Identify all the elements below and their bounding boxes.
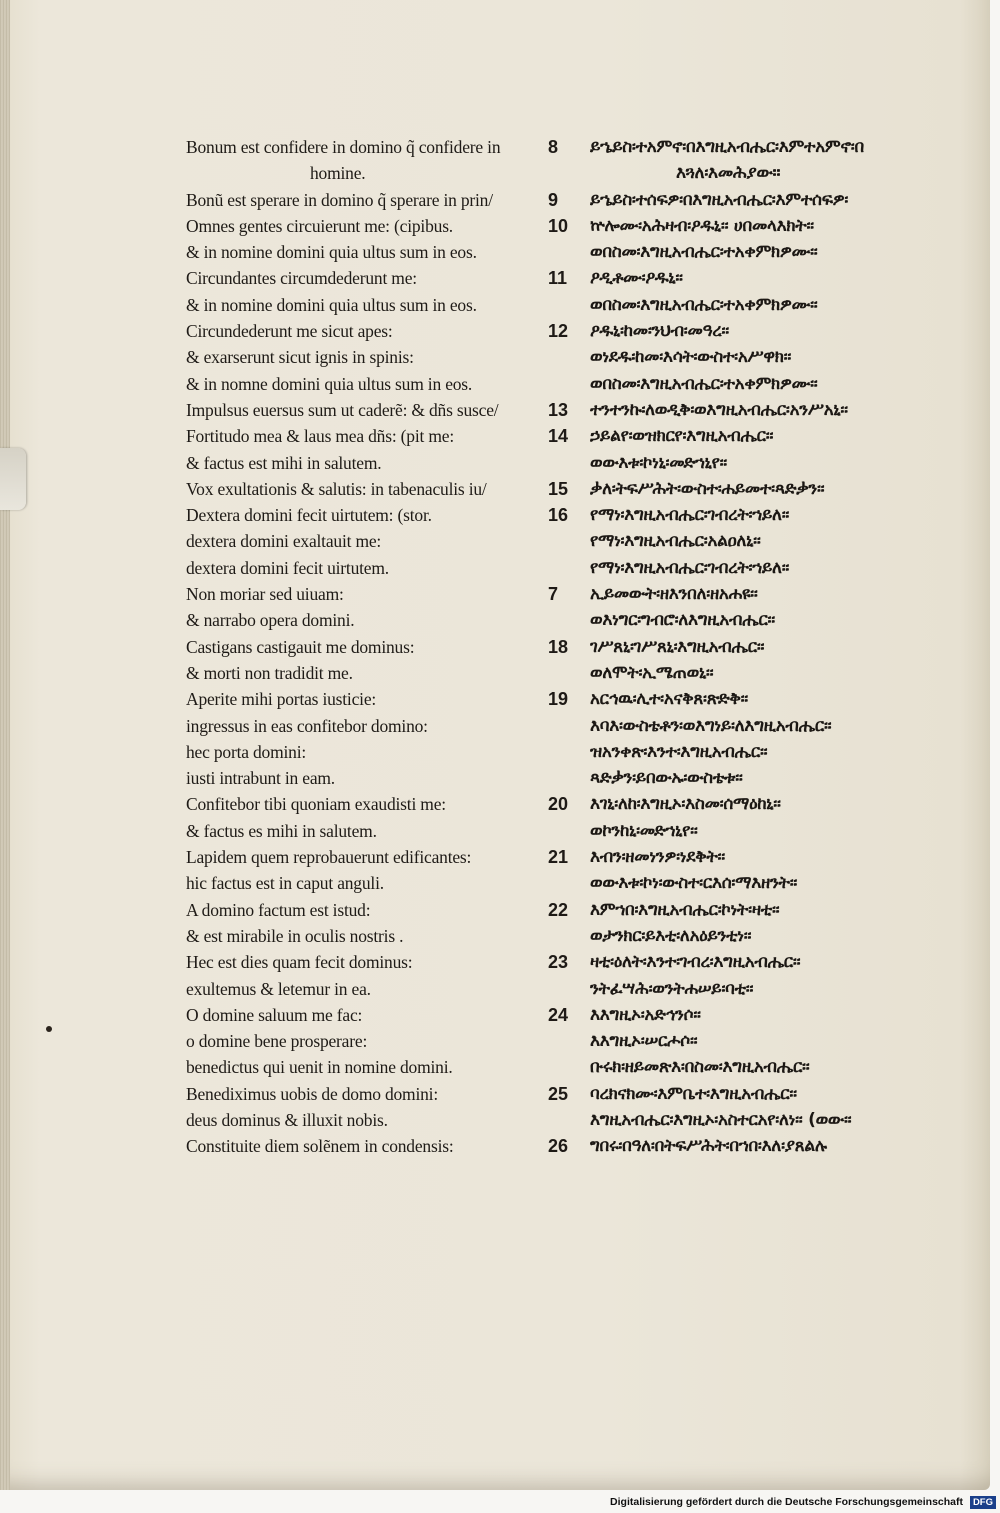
geez-line: እብን፡ዘመነንዎ፡ነደቅት፡፡ bbox=[590, 847, 725, 868]
latin-line: & est mirabile in oculis nostris . bbox=[186, 925, 404, 946]
page-tab bbox=[0, 448, 26, 510]
latin-line: Omnes gentes circuierunt me: (cipibus. bbox=[186, 215, 453, 236]
geez-line: የማነ፡እግዚአብሔር፡አልዐለኒ፡፡ bbox=[590, 531, 761, 552]
verse-number: 15 bbox=[548, 478, 569, 499]
verse-number bbox=[548, 870, 588, 896]
latin-line: & in nomne domini quia ultus sum in eos. bbox=[186, 373, 473, 394]
geez-line: እእግዚኦ፡አድኅንሶ፡፡ bbox=[590, 1004, 701, 1025]
geez-line: ወውእቱ፡ኮነ፡ውስተ፡ርእሰ፡ማእዘንት፡፡ bbox=[590, 873, 798, 894]
latin-line: dextera domini exaltauit me: bbox=[186, 531, 382, 552]
geez-line: ቃለ፡ትፍሥሕት፡ውስተ፡ሐይመተ፡ጻድቃን፡፡ bbox=[590, 478, 825, 499]
latin-line: & in nomine domini quia ultus sum in eos. bbox=[186, 294, 477, 315]
latin-line: Hec est dies quam fecit dominus: bbox=[186, 952, 413, 973]
verse-number: 25 bbox=[548, 1083, 569, 1104]
verse-number: 14 bbox=[548, 426, 569, 447]
verse-number bbox=[548, 160, 588, 186]
geez-line: ወታንክር፡ይእቲ፡ለአዕይንቲነ፡፡ bbox=[590, 925, 752, 946]
verse-number bbox=[548, 660, 588, 686]
verse-number: 21 bbox=[548, 847, 569, 868]
latin-line: Impulsus euersus sum ut caderẽ: & dñs susce/ bbox=[186, 399, 499, 420]
geez-line: ወእነግር፡ግብሮ፡ለእግዚአብሔር፡፡ bbox=[590, 610, 775, 631]
latin-text-column bbox=[186, 134, 531, 1160]
ink-mark bbox=[46, 1026, 52, 1032]
geez-line: እጓለ፡እመሕያው። bbox=[676, 163, 781, 184]
geez-line: ገሥጸኒ፡ገሥጸኒ፡እግዚአብሔር፡፡ bbox=[590, 636, 765, 657]
latin-line: & exarserunt sicut ignis in spinis: bbox=[186, 347, 414, 368]
verse-number-column bbox=[548, 134, 588, 1160]
verse-number bbox=[548, 1054, 588, 1080]
latin-line: Benediximus uobis de domo domini: bbox=[186, 1083, 439, 1104]
geez-line: ወነደዱ፡ከመ፡እሳት፡ውስተ፡አሥዋክ፡፡ bbox=[590, 347, 792, 368]
geez-line: ጻድቃን፡ይበውኡ፡ውስቴቱ፡፡ bbox=[590, 768, 743, 789]
geez-line: ወበስመ፡እግዚአብሔር፡ተአቀምክዎሙ፡፡ bbox=[590, 242, 818, 263]
verse-number: 18 bbox=[548, 636, 569, 657]
geez-text-column bbox=[590, 134, 990, 1160]
latin-line: Vox exultationis & salutis: in tabenaculis iu/ bbox=[186, 478, 487, 499]
verse-number: 8 bbox=[548, 137, 559, 157]
dfg-logo: DFG bbox=[970, 1496, 996, 1509]
geez-line: እምኀበ፡እግዚአብሔር፡ኮነት፡ዛቲ፡፡ bbox=[590, 899, 780, 920]
geez-line: ቡሩክ፡ዘይመጽእ፡በስመ፡እግዚአብሔር፡፡ bbox=[590, 1057, 810, 1078]
latin-line: Circundantes circumdederunt me: bbox=[186, 268, 417, 289]
latin-line: deus dominus & illuxit nobis. bbox=[186, 1109, 388, 1130]
latin-line: hic factus est in caput anguli. bbox=[186, 873, 384, 894]
latin-line: Constituite diem solẽnem in condensis: bbox=[186, 1136, 454, 1157]
geez-line: ኃይልየ፡ወዝክርየ፡እግዚአብሔር፡፡ bbox=[590, 426, 774, 447]
geez-line: የማነ፡እግዚአብሔር፡ገብረት፡ኀይለ፡፡ bbox=[590, 557, 790, 578]
verse-number: 7 bbox=[548, 584, 559, 605]
page-edges bbox=[0, 0, 10, 1490]
verse-number bbox=[548, 607, 588, 633]
geez-line: የማነ፡እግዚአብሔር፡ገብረት፡ኀይለ፡፡ bbox=[590, 505, 790, 526]
verse-number bbox=[548, 1028, 588, 1054]
geez-line: ወኮንከኒ፡መድኀኒየ፡፡ bbox=[590, 820, 698, 841]
geez-line: ይኄይስ፡ተአምኖ፡በእግዚአብሔር፡እምተአምኖ፡በ bbox=[590, 137, 864, 157]
latin-line: O domine saluum me fac: bbox=[186, 1004, 363, 1025]
geez-line: ዖዲቶሙ፡ዖዱኒ፡፡ bbox=[590, 268, 683, 289]
geez-line: ግበሩ፡በዓለ፡በትፍሥሕት፡በኀበ፡እለ፡ያጸልሉ bbox=[590, 1136, 827, 1157]
latin-line: Non moriar sed uiuam: bbox=[186, 584, 344, 605]
geez-line: ወውእቱ፡ኮነኒ፡መድኀኒየ፡፡ bbox=[590, 452, 727, 473]
latin-line: Bonũ est sperare in domino q̃ sperare in prin/ bbox=[186, 189, 493, 210]
latin-line: exultemus & letemur in ea. bbox=[186, 978, 371, 999]
geez-line: ባረክናክሙ፡እምቤተ፡እግዚአብሔር፡፡ bbox=[590, 1083, 797, 1104]
latin-line: & morti non tradidit me. bbox=[186, 662, 353, 683]
verse-number bbox=[548, 739, 588, 765]
verse-number: 23 bbox=[548, 952, 569, 973]
latin-line: iusti intrabunt in eam. bbox=[186, 768, 335, 789]
verse-number: 9 bbox=[548, 189, 559, 210]
footer-credit bbox=[600, 1494, 996, 1510]
verse-number bbox=[548, 239, 588, 265]
verse-number bbox=[548, 555, 588, 581]
verse-number bbox=[548, 292, 588, 318]
verse-number: 16 bbox=[548, 505, 569, 526]
latin-line: hec porta domini: bbox=[186, 741, 307, 762]
latin-line: ingressus in eas confitebor domino: bbox=[186, 715, 428, 736]
geez-line: ወበስመ፡እግዚአብሔር፡ተአቀምክዎሙ፡፡ bbox=[590, 294, 818, 315]
geez-line: ይኄይስ፡ተሰፍዎ፡በእግዚአብሔር፡እምተሰፍዎ፡ bbox=[590, 189, 849, 210]
verse-number bbox=[548, 713, 588, 739]
latin-line: Fortitudo mea & laus mea dñs: (pit me: bbox=[186, 426, 454, 447]
latin-line: Dextera domini fecit uirtutem: (stor. bbox=[186, 505, 432, 526]
latin-line: & narrabo opera domini. bbox=[186, 610, 355, 631]
verse-number: 20 bbox=[548, 794, 569, 815]
geez-line: ወበስመ፡እግዚአብሔር፡ተአቀምክዎሙ፡፡ bbox=[590, 373, 818, 394]
latin-line: & in nomine domini quia ultus sum in eos. bbox=[186, 242, 477, 263]
latin-line: Confitebor tibi quoniam exaudisti me: bbox=[186, 794, 446, 815]
latin-line: dextera domini fecit uirtutem. bbox=[186, 557, 389, 578]
latin-line: & factus es mihi in salutem. bbox=[186, 820, 377, 841]
verse-number: 26 bbox=[548, 1136, 569, 1157]
latin-line: Bonum est confidere in domino q̃ confidere in bbox=[186, 137, 501, 157]
geez-line: ተንተንኩ፡ለወዲቅ፡ወእግዚአብሔር፡አንሥአኒ፡፡ bbox=[590, 399, 848, 420]
verse-number bbox=[548, 450, 588, 476]
geez-line: ንትፈሣሕ፡ወንትሐሠይ፡ባቲ፡፡ bbox=[590, 978, 754, 999]
footer-text: Digitalisierung gefördert durch die Deutsche Forschungsgemeinschaft bbox=[610, 1496, 964, 1508]
geez-line: እእግዚኦ፡ሠርሖሶ፡፡ bbox=[590, 1031, 698, 1052]
verse-number bbox=[548, 344, 588, 370]
latin-line: Lapidem quem reprobauerunt edificantes: bbox=[186, 847, 472, 868]
verse-number bbox=[548, 976, 588, 1002]
verse-number: 24 bbox=[548, 1004, 569, 1025]
latin-line: homine. bbox=[310, 163, 366, 184]
verse-number bbox=[548, 528, 588, 554]
verse-number: 12 bbox=[548, 321, 569, 342]
geez-line: ወለሞት፡ኢሜጠወኒ፡፡ bbox=[590, 662, 714, 683]
latin-line: A domino factum est istud: bbox=[186, 899, 371, 920]
latin-line: Aperite mihi portas iusticie: bbox=[186, 689, 377, 710]
verse-number: 19 bbox=[548, 689, 569, 710]
geez-line: ኢይመውት፡ዘእንበለ፡ዘአሐዩ፡፡ bbox=[590, 584, 758, 605]
latin-line: Castigans castigauit me dominus: bbox=[186, 636, 415, 657]
verse-number bbox=[548, 765, 588, 791]
geez-line: አርኅዉ፡ሊተ፡አናቅጸ፡ጽድቅ፡፡ bbox=[590, 689, 749, 710]
verse-number: 10 bbox=[548, 215, 569, 236]
verse-number bbox=[548, 923, 588, 949]
latin-line: Circundederunt me sicut apes: bbox=[186, 321, 393, 342]
latin-line: & factus est mihi in salutem. bbox=[186, 452, 382, 473]
geez-line: ዛቲ፡ዕለት፡እንተ፡ገብረ፡እግዚአብሔር፡፡ bbox=[590, 952, 801, 973]
geez-line: ዝአንቀጽ፡እንተ፡እግዚአብሔር፡፡ bbox=[590, 741, 768, 762]
geez-line: እግዚአብሔር፡እግዚኦ፡አስተርአየ፡ለነ፡፡ (ወው፡፡ bbox=[590, 1109, 852, 1130]
geez-line: ኵሎሙ፡አሕዛብ፡ዖዱኒ፡፡ ሀበመላእክት፡፡ bbox=[590, 215, 814, 236]
verse-number bbox=[548, 1107, 588, 1133]
verse-number bbox=[548, 818, 588, 844]
latin-line: benedictus qui uenit in nomine domini. bbox=[186, 1057, 453, 1078]
geez-line: ዖዱኒ፡ከመ፡ንህብ፡መዓረ፡፡ bbox=[590, 321, 729, 342]
verse-number: 13 bbox=[548, 399, 569, 420]
verse-number bbox=[548, 371, 588, 397]
latin-line: o domine bene prosperare: bbox=[186, 1031, 368, 1052]
geez-line: እባእ፡ውስቴቶን፡ወእግነይ፡ለእግዚአብሔር፡፡ bbox=[590, 715, 832, 736]
verse-number: 11 bbox=[548, 268, 568, 289]
geez-line: እገኒ፡ለከ፡እግዚኦ፡እስመ፡ሰማዕከኒ፡፡ bbox=[590, 794, 781, 815]
verse-number: 22 bbox=[548, 899, 569, 920]
